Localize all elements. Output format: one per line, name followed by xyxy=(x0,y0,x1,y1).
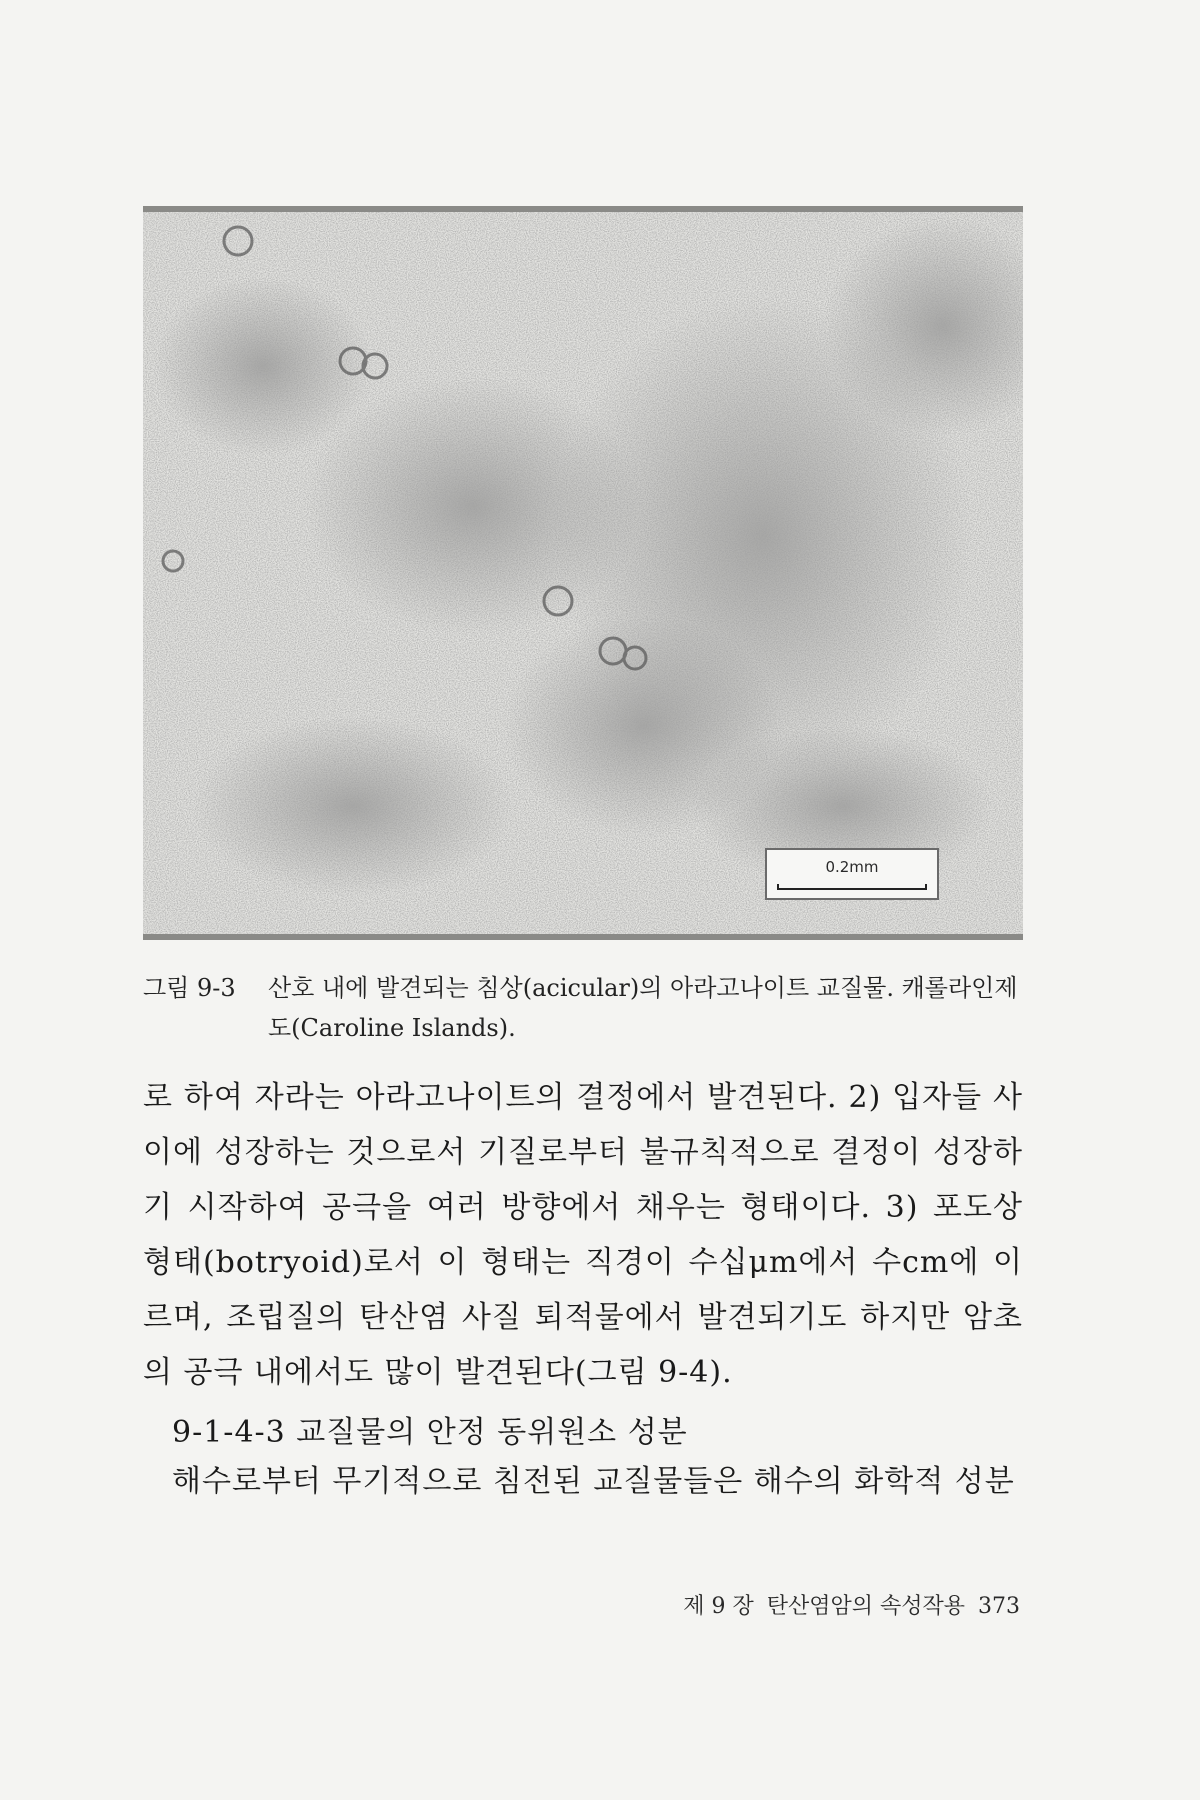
figure-caption xyxy=(143,968,1023,1042)
page-number: 373 xyxy=(978,1594,1020,1619)
caption-text: 산호 내에 발견되는 침상(acicular)의 아라고나이트 교질물. 캐롤라인제도(Caroline Islands). xyxy=(268,974,1018,1042)
body-paragraph: 로 하여 자라는 아라고나이트의 결정에서 발견된다. 2) 입자들 사이에 성장하는 것으로서 기질로부터 불규칙적으로 결정이 성장하기 시작하여 공극을 여러 방향에서 채우는 형태이다. 3) 포도상 형태(botryoid)로서 이 형태는 직경이 수십μm에서 수cm에 이르며, 조립질의 탄산염 사질 퇴적물에서 발견되기도 하지만 암초의 공극 내에서도 많이 발견된다(그림 9-4). xyxy=(143,1080,1023,1390)
scale-bar-label: 0.2mm xyxy=(825,858,879,876)
micrograph-image xyxy=(143,206,1023,940)
scale-bar xyxy=(765,848,939,900)
footer-title: 탄산염암의 속성작용 xyxy=(766,1594,965,1619)
section-heading: 9-1-4-3 교질물의 안정 동위원소 성분 xyxy=(172,1415,688,1450)
scale-bar-line xyxy=(777,884,927,890)
page-footer xyxy=(590,1589,1020,1620)
section-paragraph: 해수로부터 무기적으로 침전된 교질물들은 해수의 화학적 성분 xyxy=(172,1464,1015,1499)
footer-chapter: 제 9 장 xyxy=(683,1594,754,1619)
caption-number: 그림 9-3 xyxy=(143,974,236,1002)
micrograph-figure xyxy=(143,206,1023,940)
